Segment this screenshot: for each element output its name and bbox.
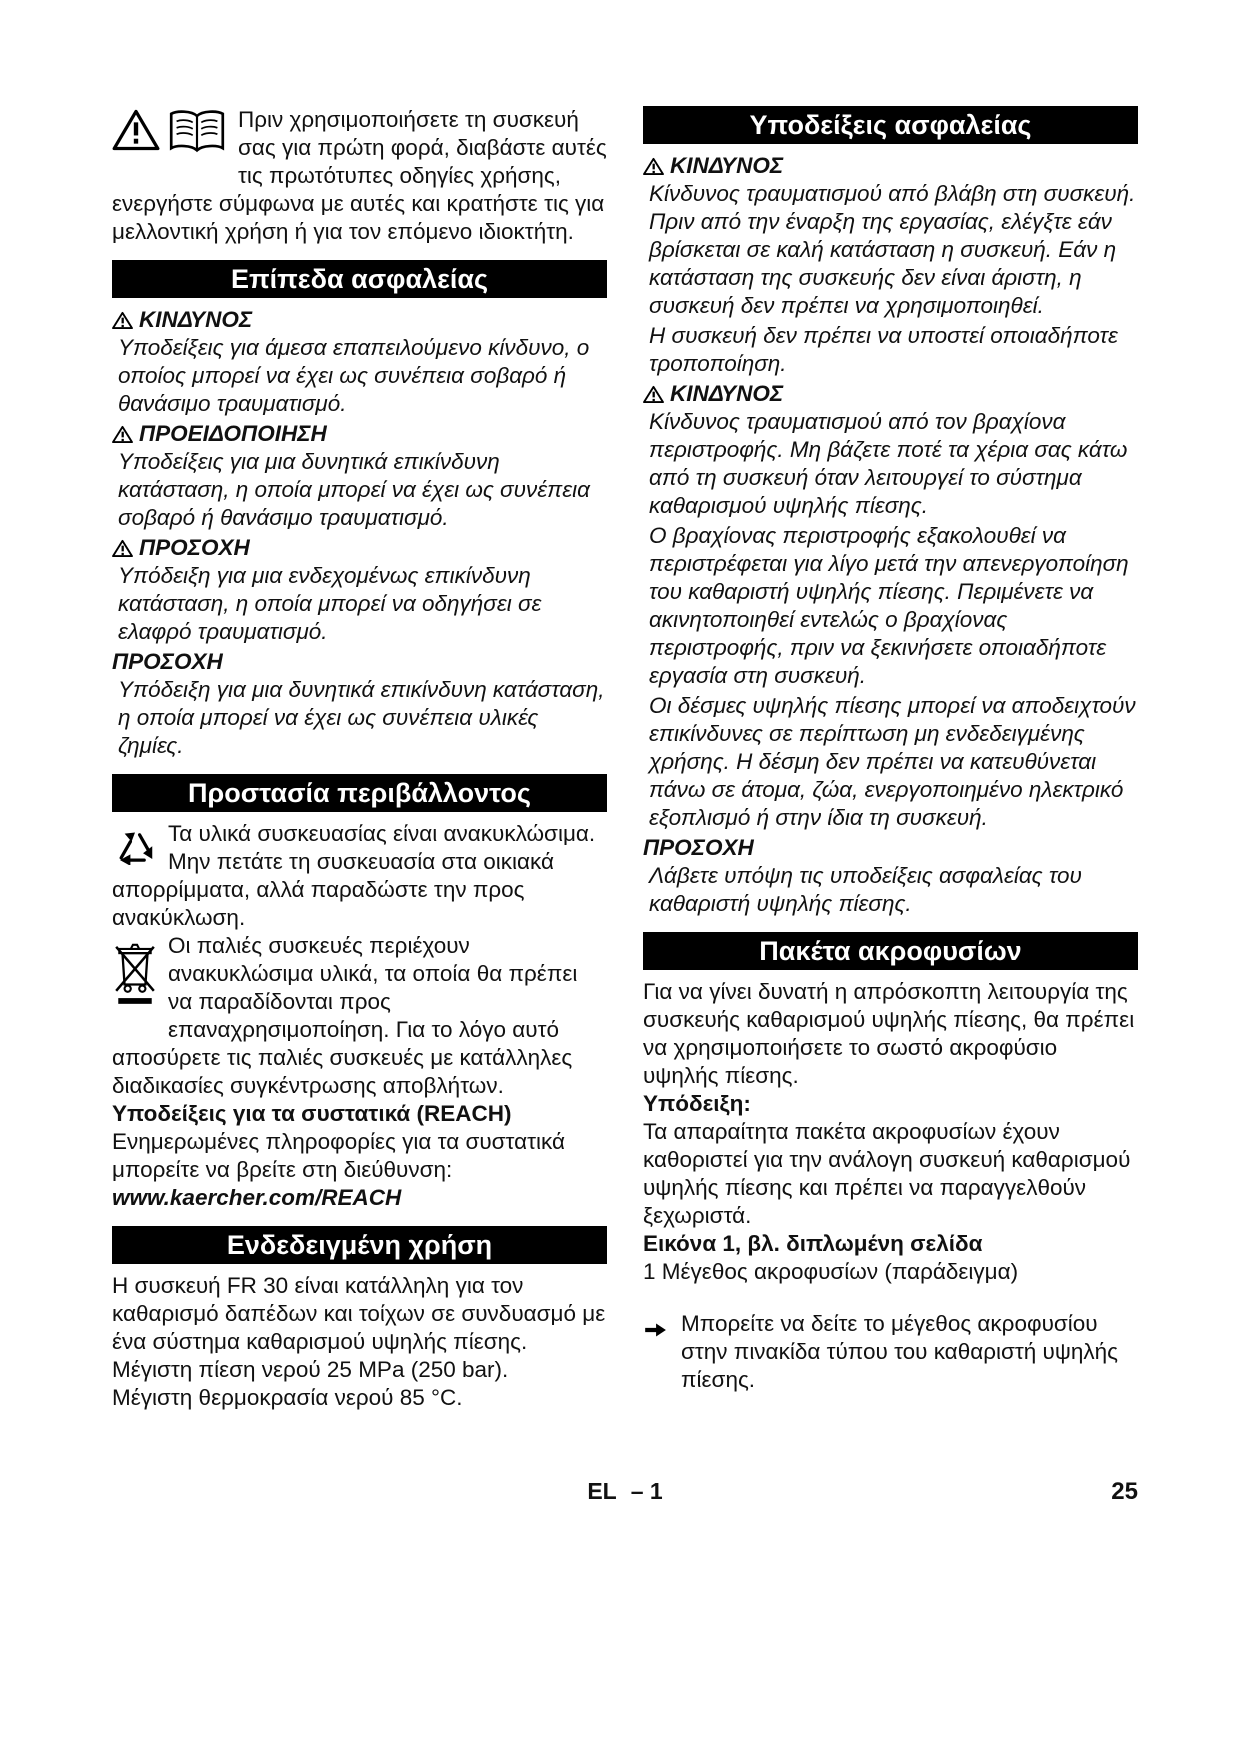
intro-text: Πριν χρησιμοποιήσετε τη συσκευή σας για πρώτη φορά, διαβάστε αυτές τις πρωτότυπες οδηγίες χρήσης, ενεργήστε σύμφωνα με αυτές και κρατήστε τις για μελλοντική χρήση ή για τον επόμενο ιδιοκτήτη. bbox=[112, 107, 607, 244]
content-columns bbox=[112, 106, 1138, 1412]
hazard-triangle-icon bbox=[643, 385, 664, 404]
hazard-term-label: ΠΡΟΣΟΧΗ bbox=[643, 835, 754, 860]
proper-use-text: Η συσκευή FR 30 είναι κατάλληλη για τον καθαρισμό δαπέδων και τοίχων σε συνδυασμό με ένα σύστημα καθαρισμού υψηλής πίεσης. bbox=[112, 1273, 606, 1354]
footer bbox=[112, 1478, 1138, 1508]
environment-packaging-block bbox=[112, 820, 607, 932]
hazard-term bbox=[112, 306, 607, 334]
intro-icons bbox=[112, 108, 232, 162]
safety-note-block bbox=[643, 380, 1138, 832]
hazard-term bbox=[112, 534, 607, 562]
footer-language-page bbox=[112, 1478, 1138, 1505]
hazard-level-entry bbox=[112, 648, 607, 760]
nozzle-intro-text: Για να γίνει δυνατή η απρόσκοπτη λειτουργία της συσκευής καθαρισμού υψηλής πίεσης, θα πρέπει να χρησιμοποιήσετε το σωστό ακροφύσιο υψηλής πίεσης. bbox=[643, 979, 1135, 1088]
safety-note-block bbox=[643, 152, 1138, 378]
section-header-nozzle-kits: Πακέτα ακροφυσίων bbox=[643, 932, 1138, 970]
reach-heading: Υποδείξεις για τα συστατικά (REACH) bbox=[112, 1101, 512, 1126]
weee-bin-icon bbox=[112, 935, 158, 1018]
hazard-definition: Υποδείξεις για άμεσα επαπειλούμενο κίνδυνο, ο οποίος μπορεί να έχει ως συνέπεια σοβαρό ή θανάσιμο τραυματισμό. bbox=[118, 335, 590, 416]
hazard-level-entry bbox=[112, 306, 607, 418]
hazard-term bbox=[643, 152, 1138, 180]
safety-note-block bbox=[643, 834, 1138, 918]
hazard-term bbox=[643, 380, 1138, 408]
hazard-term bbox=[112, 648, 607, 676]
section-header-proper-use: Ενδεδειγμένη χρήση bbox=[112, 1226, 607, 1264]
arrow-note bbox=[643, 1310, 1138, 1394]
figure-reference: Εικόνα 1, βλ. διπλωμένη σελίδα bbox=[643, 1231, 983, 1256]
hazard-triangle-icon bbox=[112, 311, 133, 330]
section-header-safety-instructions: Υποδείξεις ασφαλείας bbox=[643, 106, 1138, 144]
hazard-term-label: ΚΙΝΔΥΝΟΣ bbox=[670, 153, 784, 178]
recycling-icon bbox=[112, 823, 158, 872]
hazard-term-label: ΠΡΟΕΙΔΟΠΟΙΗΣΗ bbox=[139, 421, 327, 446]
safety-note-paragraph: Η συσκευή δεν πρέπει να υποστεί οποιαδήποτε τροποποίηση. bbox=[649, 323, 1118, 376]
note-text: Τα απαραίτητα πακέτα ακροφυσίων έχουν καθοριστεί για την ανάλογη συσκευή καθαρισμού υψηλής πίεσης και πρέπει να παραγγελθούν ξεχωριστά. bbox=[643, 1119, 1131, 1228]
footer-page-number: 25 bbox=[1111, 1478, 1138, 1505]
footer-page-marker: – 1 bbox=[630, 1478, 663, 1504]
right-column bbox=[643, 106, 1138, 1412]
hazard-term-label: ΚΙΝΔΥΝΟΣ bbox=[670, 381, 784, 406]
safety-note-paragraph: Λάβετε υπόψη τις υποδείξεις ασφαλείας του καθαριστή υψηλής πίεσης. bbox=[649, 863, 1082, 916]
hazard-term bbox=[112, 420, 607, 448]
safety-note-paragraph: Οι δέσμες υψηλής πίεσης μπορεί να αποδειχτούν επικίνδυνες σε περίπτωση μη ενδεδειγμένης χρήσης. Η δέσμη δεν πρέπει να κατευθύνεται πάνω σε άτομα, ζώα, ενεργοποιημένο ηλεκτρικό εξοπλισμό ή στην ίδια τη συσκευή. bbox=[649, 693, 1136, 830]
hazard-triangle-icon bbox=[643, 157, 664, 176]
section-header-environmental-protection: Προστασία περιβάλλοντος bbox=[112, 774, 607, 812]
note-label: Υπόδειξη: bbox=[643, 1091, 751, 1116]
safety-note-paragraph: Ο βραχίονας περιστροφής εξακολουθεί να περιστρέφεται για λίγο μετά την απενεργοποίηση του καθαριστή υψηλής πίεσης. Περιμένετε να ακινητοποιηθεί εντελώς ο βραχίονας περιστροφής, πριν να ξεκινήσετε οποιαδήποτε εργασία στη συσκευή. bbox=[649, 523, 1129, 688]
figure-item: 1 Μέγεθος ακροφυσίων (παράδειγμα) bbox=[643, 1259, 1019, 1284]
hazard-term-label: ΠΡΟΣΟΧΗ bbox=[112, 649, 223, 674]
section-header-safety-levels: Επίπεδα ασφαλείας bbox=[112, 260, 607, 298]
hazard-definition: Υποδείξεις για μια δυνητικά επικίνδυνη κατάσταση, η οποία μπορεί να έχει ως συνέπεια σοβαρό ή θανάσιμο τραυματισμό. bbox=[118, 449, 590, 530]
hazard-triangle-icon bbox=[112, 539, 133, 558]
warning-triangle-icon bbox=[112, 108, 160, 159]
reach-url: www.kaercher.com/REACH bbox=[112, 1185, 402, 1210]
max-pressure-text: Μέγιστη πίεση νερού 25 MPa (250 bar). bbox=[112, 1357, 509, 1382]
environment-old-devices-text: Οι παλιές συσκευές περιέχουν ανακυκλώσιμα υλικά, τα οποία θα πρέπει να παραδίδονται προς επαναχρησιμοποίηση. Για το λόγο αυτό αποσύρετε τις παλιές συσκευές με κατάλληλες διαδικασίες συγκέντρωσης αποβλήτων. bbox=[112, 933, 578, 1098]
hazard-level-entry bbox=[112, 420, 607, 532]
reach-text: Ενημερωμένες πληροφορίες για τα συστατικά μπορείτε να βρείτε στη διεύθυνση: bbox=[112, 1129, 565, 1182]
safety-note-paragraph: Κίνδυνος τραυματισμού από τον βραχίονα περιστροφής. Μη βάζετε ποτέ τα χέρια σας κάτω από τη συσκευή όταν λειτουργεί το σύστημα καθαρισμού υψηλής πίεσης. bbox=[649, 409, 1128, 518]
hazard-level-entry bbox=[112, 534, 607, 646]
environment-packaging-text: Τα υλικά συσκευασίας είναι ανακυκλώσιμα. Μην πετάτε τη συσκευασία στα οικιακά απορρίμματα, αλλά παραδώστε την προς ανακύκλωση. bbox=[112, 821, 596, 930]
environment-old-devices-block bbox=[112, 932, 607, 1100]
hazard-term-label: ΚΙΝΔΥΝΟΣ bbox=[139, 307, 253, 332]
hazard-triangle-icon bbox=[112, 425, 133, 444]
footer-language-code: EL bbox=[587, 1478, 617, 1504]
instruction-manual-icon bbox=[168, 108, 226, 161]
hazard-definition: Υπόδειξη για μια ενδεχομένως επικίνδυνη κατάσταση, η οποία μπορεί να οδηγήσει σε ελαφρό τραυματισμό. bbox=[118, 563, 542, 644]
hazard-definition: Υπόδειξη για μια δυνητικά επικίνδυνη κατάσταση, η οποία μπορεί να έχει ως συνέπεια υλικές ζημίες. bbox=[118, 677, 605, 758]
hazard-term bbox=[643, 834, 1138, 862]
max-temperature-text: Μέγιστη θερμοκρασία νερού 85 °C. bbox=[112, 1385, 463, 1410]
intro-note bbox=[112, 106, 607, 246]
hazard-term-label: ΠΡΟΣΟΧΗ bbox=[139, 535, 250, 560]
arrow-right-icon bbox=[643, 1310, 667, 1394]
arrow-note-text: Μπορείτε να δείτε το μέγεθος ακροφυσίου στην πινακίδα τύπου του καθαριστή υψηλής πίεσης. bbox=[681, 1311, 1119, 1392]
safety-note-paragraph: Κίνδυνος τραυματισμού από βλάβη στη συσκευή. Πριν από την έναρξη της εργασίας, ελέγξτε εάν βρίσκεται σε καλή κατάσταση η συσκευή. Εάν η κατάσταση της συσκευής δεν είναι άριστη, η συσκευή δεν πρέπει να χρησιμοποιηθεί. bbox=[649, 181, 1136, 318]
left-column bbox=[112, 106, 607, 1412]
